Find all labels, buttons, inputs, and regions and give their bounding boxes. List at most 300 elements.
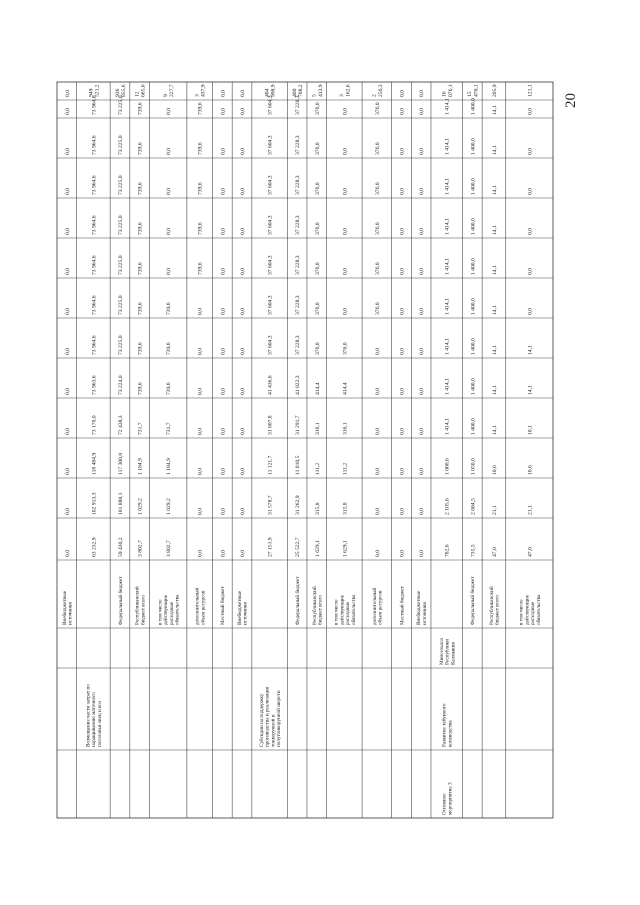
cell-value: 1 400,0 xyxy=(470,258,477,275)
cell-value: 0,0 xyxy=(197,388,204,395)
cell-source: бюджет всего xyxy=(317,595,324,625)
cell-value: 376,0 xyxy=(314,302,321,315)
cell-value: 316,1 xyxy=(314,422,321,435)
cell-value: 739,6 xyxy=(137,382,144,395)
cell-value: 0,0 xyxy=(220,550,227,557)
cell-name: коневодства xyxy=(447,720,454,747)
cell-value: 73 964,6 xyxy=(91,95,98,115)
cell-value: 0,0 xyxy=(399,508,406,515)
cell-name: поголовья овец и коз xyxy=(96,701,103,747)
cell-value: 0,0 xyxy=(239,428,246,435)
cell-value: 111,2 xyxy=(314,462,321,475)
cell-value: 73 964,6 xyxy=(91,255,98,275)
cell-value: 414,4 xyxy=(342,382,349,395)
cell-value: 11 121,7 xyxy=(267,455,274,475)
cell-value: 739,6 xyxy=(197,102,204,115)
cell-value: 37 604,3 xyxy=(267,295,274,315)
cell-value: 0,0 xyxy=(342,228,349,235)
cell-value: 0,0 xyxy=(527,108,534,115)
cell-value: 1 400,0 xyxy=(470,338,477,355)
page-number: 20 xyxy=(563,93,579,108)
cell-value: 73 964,6 xyxy=(91,335,98,355)
cell-value: 14,1 xyxy=(491,225,498,235)
cell-value: 47,0 xyxy=(527,547,534,557)
cell-value: 315,8 xyxy=(314,502,321,515)
cell-value: 0,0 xyxy=(419,90,426,97)
cell-value: 1 400,0 xyxy=(470,378,477,395)
cell-value: 0,0 xyxy=(220,468,227,475)
cell-value: 73 225,0 xyxy=(117,335,124,355)
cell-value: 1 414,1 xyxy=(444,298,451,315)
cell-source: в том числе xyxy=(518,599,525,625)
cell-value: 37 604,3 xyxy=(267,215,274,235)
cell-value: 739,6 xyxy=(166,342,173,355)
cell-value: 73 224,0 xyxy=(117,375,124,395)
cell-value: 37 228,3 xyxy=(295,335,302,355)
cell-value: 1 029,2 xyxy=(137,498,144,515)
cell-value: 0,0 xyxy=(64,228,71,235)
cell-value: 739,6 xyxy=(197,262,204,275)
cell-value: 0,0 xyxy=(419,148,426,155)
cell-value: 0,0 xyxy=(239,148,246,155)
cell-value: 59 430,2 xyxy=(117,537,124,557)
cell-value: 0,0 xyxy=(220,228,227,235)
cell-value: 37 228,3 xyxy=(295,215,302,235)
cell-source: Внебюджетные xyxy=(61,590,68,625)
cell-value: 0,0 xyxy=(527,148,534,155)
cell-value: 735,5 xyxy=(470,544,477,557)
cell-value: 376,0 xyxy=(374,182,381,195)
cell-value: 73 964,6 xyxy=(91,215,98,235)
cell-value: 0,0 xyxy=(419,348,426,355)
cell-value: 376,0 xyxy=(314,222,321,235)
cell-value: 37 228,3 xyxy=(295,175,302,195)
cell-value: 376,0 xyxy=(374,102,381,115)
cell-value: 315,8 xyxy=(342,502,349,515)
cell-value: 400 xyxy=(292,88,299,97)
cell-value: 739,6 xyxy=(137,142,144,155)
cell-value: 855,6 xyxy=(121,84,128,97)
cell-value: 0,0 xyxy=(166,108,173,115)
cell-value: 37 604,3 xyxy=(267,175,274,195)
cell-value: 1 414,1 xyxy=(444,178,451,195)
cell-value: 0,0 xyxy=(419,268,426,275)
cell-value: 076,1 xyxy=(447,84,454,97)
cell-value: 73 225,0 xyxy=(117,95,124,115)
cell-value: 0,0 xyxy=(239,348,246,355)
cell-value: 0,0 xyxy=(374,508,381,515)
cell-value: 73 225,0 xyxy=(117,255,124,275)
cell-value: 5 xyxy=(311,94,318,97)
cell-source: дополнительный xyxy=(371,587,378,625)
cell-value: 0,0 xyxy=(527,188,534,195)
cell-source: обязательства xyxy=(535,594,542,625)
cell-value: 12 xyxy=(134,91,141,97)
cell-value: 0,0 xyxy=(197,348,204,355)
cell-value: 376,0 xyxy=(314,262,321,275)
cell-value: 102 913,3 xyxy=(91,492,98,515)
cell-source: источники xyxy=(67,601,74,625)
cell-value: 14,1 xyxy=(491,145,498,155)
cell-value: 0,0 xyxy=(342,268,349,275)
cell-value: 521,2 xyxy=(94,84,101,97)
cell-value: 1 414,1 xyxy=(444,378,451,395)
cell-value: 14,1 xyxy=(527,385,534,395)
cell-value: 73 964,6 xyxy=(91,175,98,195)
cell-value: 1 414,1 xyxy=(444,418,451,435)
cell-source: Федеральный бюджет xyxy=(117,576,124,625)
cell-value: 73 225,0 xyxy=(117,295,124,315)
cell-value: 2 084,5 xyxy=(470,498,477,515)
cell-value: 739,6 xyxy=(137,102,144,115)
cell-value: 41 022,3 xyxy=(295,375,302,395)
cell-name: наращиванию маточного xyxy=(91,692,98,747)
cell-value: 0,0 xyxy=(374,468,381,475)
cell-value: 73 225,0 xyxy=(117,175,124,195)
cell-value: 1 414,1 xyxy=(444,258,451,275)
cell-source: источники xyxy=(242,601,249,625)
cell-source: Внебюджетные xyxy=(416,590,423,625)
cell-value: 0,0 xyxy=(197,428,204,435)
cell-value: 0,0 xyxy=(419,388,426,395)
cell-value: 0,0 xyxy=(64,428,71,435)
cell-value: 0,0 xyxy=(239,468,246,475)
cell-value: 0,0 xyxy=(419,468,426,475)
cell-value: 0,0 xyxy=(399,308,406,315)
cell-value: 73 964,6 xyxy=(91,295,98,315)
cell-source: дополнительный xyxy=(194,587,201,625)
cell-value: 376,0 xyxy=(374,262,381,275)
cell-value: 37 604,3 xyxy=(267,255,274,275)
cell-value: 998,9 xyxy=(270,84,277,97)
cell-code: Основное xyxy=(441,793,448,815)
cell-name: Возмещение части затрат по xyxy=(85,684,92,747)
cell-value: 0,0 xyxy=(197,468,204,475)
cell-executor: Республики xyxy=(444,638,451,665)
cell-value: 1 414,1 xyxy=(444,98,451,115)
cell-value: 0,0 xyxy=(166,188,173,195)
cell-value: 10,6 xyxy=(491,465,498,475)
cell-value: 31 578,7 xyxy=(267,495,274,515)
cell-value: 31 607,8 xyxy=(267,415,274,435)
data-table xyxy=(57,82,553,818)
cell-value: 739,6 xyxy=(137,182,144,195)
cell-value: 1 400,0 xyxy=(470,298,477,315)
cell-value: 739,6 xyxy=(166,302,173,315)
cell-value: 0,0 xyxy=(342,188,349,195)
cell-value: 2 xyxy=(371,94,378,97)
cell-value: 1 400,0 xyxy=(470,418,477,435)
cell-value: 0,0 xyxy=(399,228,406,235)
cell-value: 0,0 xyxy=(220,268,227,275)
cell-value: 414,4 xyxy=(314,382,321,395)
cell-value: 9 xyxy=(163,94,170,97)
cell-value: 205,9 xyxy=(491,84,498,97)
cell-value: 0,0 xyxy=(220,188,227,195)
cell-value: 31 291,7 xyxy=(295,415,302,435)
cell-value: 0,0 xyxy=(419,308,426,315)
cell-value: 3 xyxy=(194,94,201,97)
cell-value: 0,0 xyxy=(239,508,246,515)
cell-source: бюджет всего xyxy=(494,595,501,625)
cell-value: 0,0 xyxy=(239,108,246,115)
cell-value: 0,0 xyxy=(342,108,349,115)
cell-value: 316,1 xyxy=(342,422,349,435)
cell-value: 14,1 xyxy=(491,425,498,435)
cell-value: 0,0 xyxy=(399,188,406,195)
cell-source: расходные xyxy=(345,601,352,625)
cell-value: 0,0 xyxy=(220,388,227,395)
cell-value: 37 604,3 xyxy=(267,135,274,155)
cell-name: полутонкорунной шерсти xyxy=(275,690,282,747)
cell-value: 73 963,6 xyxy=(91,375,98,395)
cell-value: 111,2 xyxy=(342,462,349,475)
cell-value: 376,0 xyxy=(314,342,321,355)
cell-value: 0,0 xyxy=(64,90,71,97)
cell-value: 21,1 xyxy=(491,505,498,515)
cell-value: 0,0 xyxy=(220,308,227,315)
cell-value: 15 xyxy=(467,91,474,97)
cell-value: 0,0 xyxy=(239,188,246,195)
cell-value: 1 629,1 xyxy=(342,540,349,557)
cell-value: 739,6 xyxy=(166,382,173,395)
cell-value: 0,0 xyxy=(399,468,406,475)
cell-value: 376,0 xyxy=(314,142,321,155)
cell-value: 0,0 xyxy=(527,268,534,275)
cell-value: 73 225,0 xyxy=(117,135,124,155)
cell-value: 37 228,3 xyxy=(295,295,302,315)
cell-value: 0,0 xyxy=(166,268,173,275)
cell-value: 47,0 xyxy=(491,547,498,557)
cell-value: 3 802,7 xyxy=(137,540,144,557)
cell-source: источники xyxy=(421,601,428,625)
cell-value: 14,1 xyxy=(491,265,498,275)
cell-value: 0,0 xyxy=(527,228,534,235)
cell-value: 3 xyxy=(339,94,346,97)
cell-value: 1 400,0 xyxy=(470,98,477,115)
cell-value: 708,2 xyxy=(298,84,305,97)
cell-value: 739,6 xyxy=(197,182,204,195)
cell-value: 227,7 xyxy=(169,84,176,97)
cell-value: 21,1 xyxy=(527,505,534,515)
cell-value: 0,0 xyxy=(419,228,426,235)
cell-value: 739,6 xyxy=(197,222,204,235)
cell-value: 0,0 xyxy=(374,388,381,395)
cell-value: 376,0 xyxy=(342,342,349,355)
cell-value: 1 029,2 xyxy=(166,498,173,515)
cell-value: 0,0 xyxy=(64,308,71,315)
cell-value: 0,0 xyxy=(64,508,71,515)
cell-source: расходные xyxy=(168,601,175,625)
cell-value: 0,0 xyxy=(239,308,246,315)
cell-value: 0,0 xyxy=(220,428,227,435)
cell-value: 10,6 xyxy=(527,465,534,475)
cell-value: 0,0 xyxy=(220,348,227,355)
cell-value: 0,0 xyxy=(220,148,227,155)
cell-value: 404 xyxy=(264,88,271,97)
cell-value: 0,0 xyxy=(419,550,426,557)
cell-value: 0,0 xyxy=(399,550,406,557)
cell-value: 0,0 xyxy=(220,108,227,115)
cell-value: 0,0 xyxy=(239,228,246,235)
cell-value: 0,0 xyxy=(239,388,246,395)
cell-value: 118 484,9 xyxy=(91,452,98,475)
cell-value: 37 604,3 xyxy=(267,335,274,355)
cell-value: 14,1 xyxy=(491,105,498,115)
cell-value: 63 232,9 xyxy=(91,537,98,557)
cell-value: 37 228,3 xyxy=(295,95,302,115)
cell-value: 0,0 xyxy=(527,308,534,315)
cell-value: 0,0 xyxy=(399,348,406,355)
cell-value: 162,6 xyxy=(345,84,352,97)
cell-value: 731,7 xyxy=(137,422,144,435)
cell-value: 376,0 xyxy=(314,182,321,195)
cell-value: 27 151,9 xyxy=(267,537,274,557)
cell-value: 376,0 xyxy=(374,302,381,315)
cell-value: 3 802,7 xyxy=(166,540,173,557)
cell-source: Федеральный бюджет xyxy=(294,576,301,625)
cell-value: 0,0 xyxy=(64,188,71,195)
cell-value: 14,1 xyxy=(491,305,498,315)
cell-source: в том числе xyxy=(157,599,164,625)
cell-value: 14,1 xyxy=(491,185,498,195)
cell-value: 731,7 xyxy=(166,422,173,435)
cell-value: 1 629,1 xyxy=(314,540,321,557)
cell-value: 0,0 xyxy=(239,550,246,557)
cell-value: 0,0 xyxy=(419,188,426,195)
cell-value: 1 400,0 xyxy=(470,138,477,155)
cell-executor: Минсельхоз xyxy=(438,638,445,665)
cell-value: 0,0 xyxy=(239,90,246,97)
cell-value: 0,0 xyxy=(166,228,173,235)
cell-value: 121,1 xyxy=(527,84,534,97)
cell-value: 665,6 xyxy=(140,84,147,97)
cell-value: 0,0 xyxy=(220,90,227,97)
cell-value: 0,0 xyxy=(374,550,381,557)
cell-value: 0,0 xyxy=(419,108,426,115)
cell-value: 739,6 xyxy=(137,222,144,235)
cell-value: 31 262,9 xyxy=(295,495,302,515)
cell-source: Федеральный бюджет xyxy=(470,576,477,625)
cell-value: 0,0 xyxy=(64,148,71,155)
cell-value: 11 010,5 xyxy=(295,455,302,475)
cell-value: 0,0 xyxy=(64,268,71,275)
cell-source: объем ресурсов xyxy=(377,590,384,625)
cell-value: 376,0 xyxy=(374,222,381,235)
cell-value: 1 050,0 xyxy=(470,458,477,475)
cell-value: 413,9 xyxy=(317,84,324,97)
cell-value: 73 225,0 xyxy=(117,215,124,235)
cell-value: 1 184,9 xyxy=(166,458,173,475)
cell-value: 101 888,1 xyxy=(117,492,124,515)
cell-value: 739,6 xyxy=(137,262,144,275)
cell-value: 2 105,6 xyxy=(444,498,451,515)
cell-value: 0,0 xyxy=(419,428,426,435)
cell-value: 73 964,6 xyxy=(91,135,98,155)
cell-value: 437,9 xyxy=(200,84,207,97)
cell-value: 0,0 xyxy=(197,508,204,515)
cell-value: 0,0 xyxy=(399,388,406,395)
cell-value: 0,0 xyxy=(399,268,406,275)
cell-name: тонкорунной и xyxy=(270,714,277,747)
cell-value: 1 414,1 xyxy=(444,338,451,355)
cell-source: Внебюджетные xyxy=(236,590,243,625)
cell-source: действующие xyxy=(524,594,531,625)
cell-value: 14,1 xyxy=(527,345,534,355)
cell-source: расходные xyxy=(530,601,537,625)
cell-source: в том числе xyxy=(333,599,340,625)
cell-value: 782,6 xyxy=(444,544,451,557)
cell-value: 1 184,9 xyxy=(137,458,144,475)
cell-value: 1 060,6 xyxy=(444,458,451,475)
cell-source: бюджет всего xyxy=(140,595,147,625)
cell-value: 14,1 xyxy=(491,385,498,395)
cell-source: обязательства xyxy=(174,594,181,625)
cell-value: 16 xyxy=(441,91,448,97)
cell-value: 37 604,3 xyxy=(267,95,274,115)
cell-value: 0,0 xyxy=(399,90,406,97)
cell-value: 949 xyxy=(88,88,95,97)
cell-name: производства и реализации xyxy=(264,686,271,747)
cell-source: действующие xyxy=(163,594,170,625)
cell-value: 0,0 xyxy=(64,468,71,475)
cell-value: 41 436,6 xyxy=(267,375,274,395)
cell-value: 117 300,0 xyxy=(117,452,124,475)
cell-name: Развитие табунного xyxy=(441,703,448,747)
cell-value: 739,6 xyxy=(137,302,144,315)
cell-source: обязательства xyxy=(350,594,357,625)
cell-name: Субсидии на поддержку xyxy=(258,693,265,747)
cell-value: 739,6 xyxy=(197,142,204,155)
cell-value: 37 228,3 xyxy=(295,255,302,275)
cell-value: 0,0 xyxy=(220,508,227,515)
cell-value: 0,0 xyxy=(399,108,406,115)
cell-value: 1 400,0 xyxy=(470,178,477,195)
cell-value: 25 522,7 xyxy=(295,537,302,557)
cell-value: 0,0 xyxy=(239,268,246,275)
cell-value: 0,0 xyxy=(419,508,426,515)
cell-value: 0,0 xyxy=(64,108,71,115)
cell-value: 14,1 xyxy=(491,345,498,355)
cell-value: 0,0 xyxy=(64,550,71,557)
cell-value: 0,0 xyxy=(197,308,204,315)
cell-source: Республиканский xyxy=(134,586,141,625)
cell-value: 936 xyxy=(114,88,121,97)
cell-value: 0,0 xyxy=(197,550,204,557)
cell-value: 37 228,3 xyxy=(295,135,302,155)
cell-value: 0,0 xyxy=(399,428,406,435)
cell-value: 0,0 xyxy=(64,348,71,355)
cell-source: Местный бюджет xyxy=(399,586,406,625)
cell-value: 0,0 xyxy=(374,348,381,355)
cell-value: 0,0 xyxy=(399,148,406,155)
cell-value: 0,0 xyxy=(342,148,349,155)
cell-executor: Калмыкия xyxy=(450,642,457,665)
cell-value: 376,0 xyxy=(314,102,321,115)
cell-value: 0,0 xyxy=(166,148,173,155)
cell-value: 0,0 xyxy=(342,308,349,315)
cell-value: 10,1 xyxy=(527,425,534,435)
cell-value: 1 414,1 xyxy=(444,218,451,235)
cell-source: Местный бюджет xyxy=(220,586,227,625)
cell-source: Республиканский xyxy=(488,586,495,625)
cell-code: мероприятие 3 xyxy=(447,782,454,815)
table-border xyxy=(57,82,553,818)
cell-value: 73 170,0 xyxy=(91,415,98,435)
cell-source: Республиканский xyxy=(311,586,318,625)
cell-value: 1 400,0 xyxy=(470,218,477,235)
cell-value: 72 438,3 xyxy=(117,415,124,435)
